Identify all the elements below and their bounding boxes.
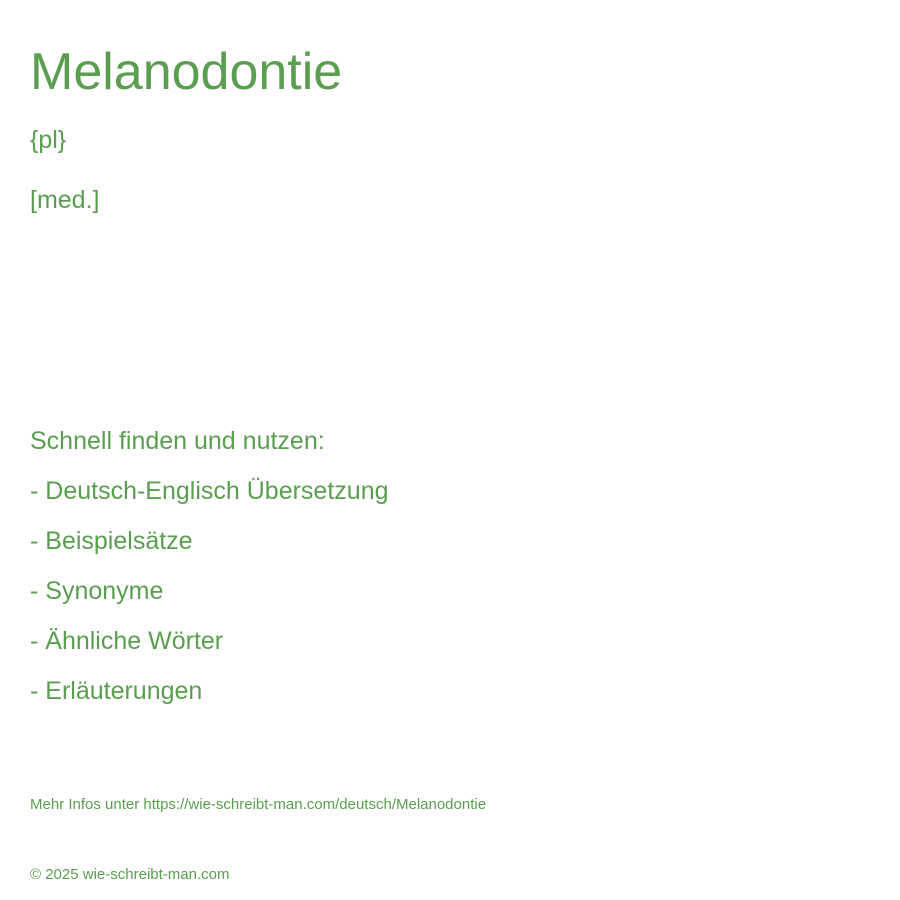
- features-heading: Schnell finden und nutzen:: [30, 427, 325, 455]
- feature-item-similar-words: - Ähnliche Wörter: [30, 627, 224, 655]
- feature-item-translation: - Deutsch-Englisch Übersetzung: [30, 477, 389, 505]
- more-info-text: Mehr Infos unter https://wie-schreibt-man.com/deutsch/Melanodontie: [30, 796, 487, 813]
- features-list: [30, 475, 389, 725]
- copyright-text: © 2025 wie-schreibt-man.com: [30, 866, 230, 883]
- feature-item-explanations: - Erläuterungen: [30, 677, 203, 705]
- domain-label: [med.]: [30, 186, 100, 214]
- feature-item-synonyms: - Synonyme: [30, 577, 164, 605]
- feature-item-example-sentences: - Beispielsätze: [30, 527, 193, 555]
- page-title: Melanodontie: [30, 43, 343, 101]
- grammar-label: {pl}: [30, 126, 67, 154]
